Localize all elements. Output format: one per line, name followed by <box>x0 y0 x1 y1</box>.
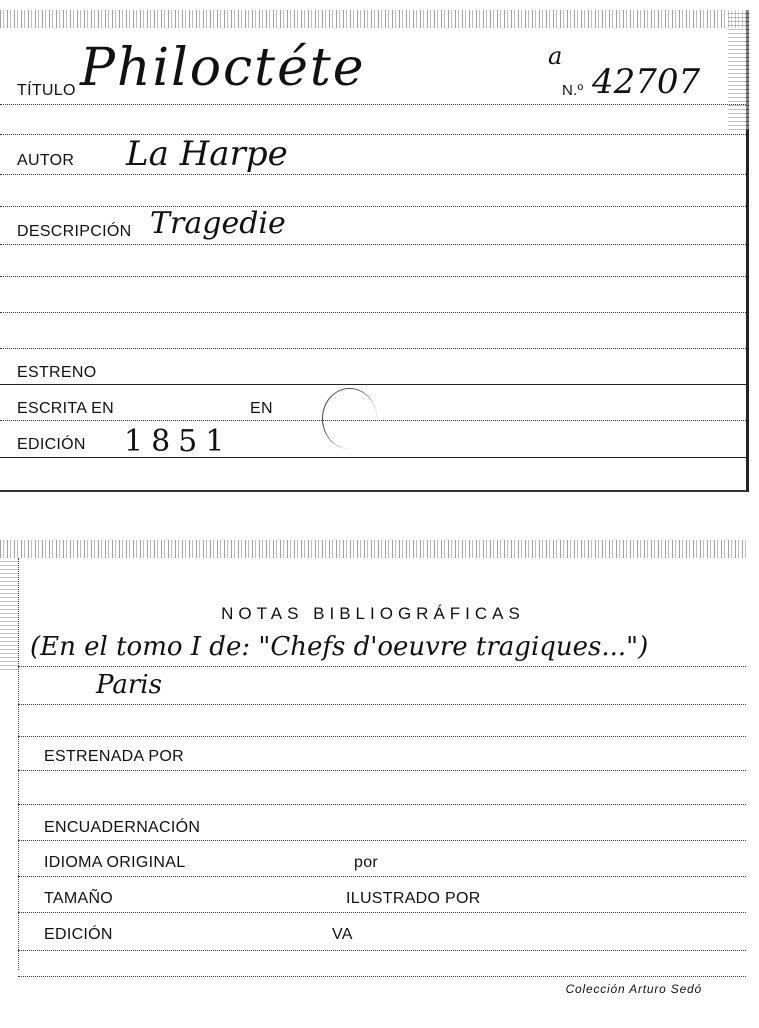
numero-value: 42707 <box>592 62 701 102</box>
scan-noise-top <box>0 10 746 28</box>
numero-prefix: a <box>548 42 563 70</box>
edicion-label: EDICIÓN <box>17 436 86 453</box>
rule <box>0 104 746 105</box>
escrita-en-label: ESCRITA EN <box>17 400 114 417</box>
edicion-value: 1851 <box>124 424 233 459</box>
titulo-label: TÍTULO <box>17 82 76 99</box>
note-line-1: (En el tomo I de: "Chefs d'oeuvre tragiques...") <box>30 632 649 662</box>
idioma-original-label: IDIOMA ORIGINAL <box>44 854 186 871</box>
edicion-label: EDICIÓN <box>44 926 113 943</box>
stamp-mark <box>322 388 377 449</box>
rule <box>0 384 746 385</box>
rule <box>18 840 746 841</box>
estrenada-por-label: ESTRENADA POR <box>44 748 184 765</box>
ilustrado-por-label: ILUSTRADO POR <box>346 890 481 907</box>
rule <box>0 134 746 135</box>
rule <box>0 244 746 245</box>
catalog-card-back <box>0 540 746 1000</box>
autor-value: La Harpe <box>126 134 288 174</box>
catalog-card-front <box>0 10 749 492</box>
titulo-value: Philoctéte <box>80 38 366 98</box>
rule <box>0 174 746 175</box>
descripcion-value: Tragedie <box>150 206 286 241</box>
rule <box>18 770 746 771</box>
note-line-2: Paris <box>96 670 162 700</box>
en-label: EN <box>250 400 273 417</box>
rule <box>0 420 746 421</box>
rule <box>18 666 746 667</box>
rule <box>0 457 746 458</box>
tamano-label: TAMAÑO <box>44 890 114 907</box>
rule <box>18 736 746 737</box>
scan-noise-top <box>0 540 746 558</box>
rule <box>0 312 746 313</box>
rule <box>0 348 746 349</box>
scan-noise-right <box>728 10 750 130</box>
valor-label: VA <box>332 926 353 943</box>
rule <box>18 950 746 951</box>
rule <box>18 804 746 805</box>
estreno-label: ESTRENO <box>17 364 97 381</box>
descripcion-label: DESCRIPCIÓN <box>17 223 132 240</box>
rule <box>18 976 746 977</box>
rule <box>18 912 746 913</box>
autor-label: AUTOR <box>17 152 75 169</box>
rule <box>0 276 746 277</box>
rule <box>18 876 746 877</box>
encuadernacion-label: ENCUADERNACIÓN <box>44 819 201 836</box>
erased-patch <box>368 920 518 964</box>
rule <box>0 206 746 207</box>
numero-label: N.º <box>562 82 584 99</box>
rule <box>18 704 746 705</box>
notas-bibliograficas-heading: NOTAS BIBLIOGRÁFICAS <box>221 604 525 623</box>
por-label: por <box>354 854 379 871</box>
collection-credit: Colección Arturo Sedó <box>565 982 702 996</box>
